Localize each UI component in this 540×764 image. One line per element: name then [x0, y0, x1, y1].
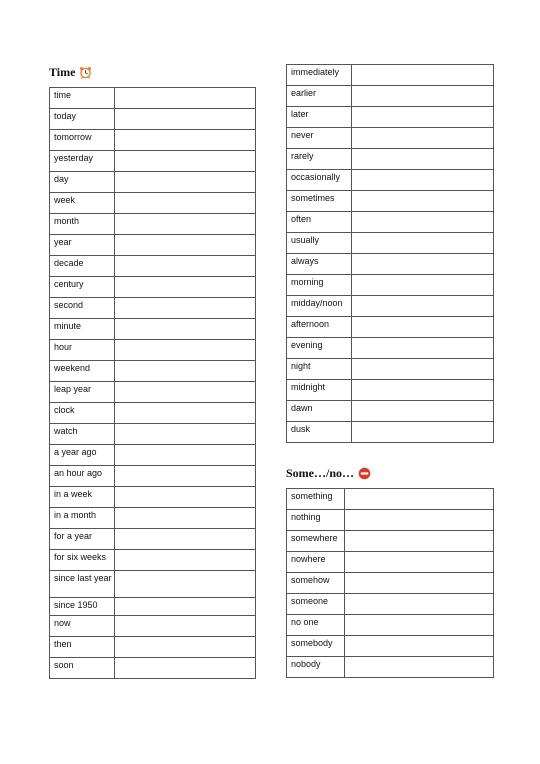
term-cell: for a year	[50, 529, 115, 550]
answer-cell[interactable]	[115, 466, 256, 487]
answer-cell[interactable]	[345, 594, 494, 615]
answer-cell[interactable]	[115, 340, 256, 361]
table-row	[287, 107, 494, 128]
term-cell: morning	[287, 275, 352, 296]
term-cell: year	[50, 235, 115, 256]
table-row	[50, 319, 256, 340]
term-cell: decade	[50, 256, 115, 277]
answer-cell[interactable]	[115, 382, 256, 403]
term-cell: hour	[50, 340, 115, 361]
table-row	[50, 277, 256, 298]
term-cell: then	[50, 637, 115, 658]
term-cell: always	[287, 254, 352, 275]
table-row	[50, 637, 256, 658]
answer-cell[interactable]	[352, 359, 494, 380]
term-cell: nobody	[287, 657, 345, 678]
term-cell: often	[287, 212, 352, 233]
table-row	[287, 552, 494, 573]
term-cell: weekend	[50, 361, 115, 382]
table-row	[287, 359, 494, 380]
term-cell: time	[50, 88, 115, 109]
answer-cell[interactable]	[345, 636, 494, 657]
answer-cell[interactable]	[345, 510, 494, 531]
table-row	[287, 86, 494, 107]
term-cell: nothing	[287, 510, 345, 531]
answer-cell[interactable]	[352, 65, 494, 86]
term-cell: a year ago	[50, 445, 115, 466]
answer-cell[interactable]	[115, 637, 256, 658]
frequency-vocab-table	[286, 64, 494, 443]
table-row	[50, 382, 256, 403]
answer-cell[interactable]	[115, 235, 256, 256]
answer-cell[interactable]	[352, 380, 494, 401]
answer-cell[interactable]	[115, 319, 256, 340]
answer-cell[interactable]	[115, 550, 256, 571]
term-cell: in a month	[50, 508, 115, 529]
answer-cell[interactable]	[115, 598, 256, 616]
table-row	[50, 550, 256, 571]
term-cell: afternoon	[287, 317, 352, 338]
table-row	[50, 487, 256, 508]
table-row	[50, 571, 256, 598]
some-no-heading	[286, 466, 371, 481]
table-row	[287, 128, 494, 149]
term-cell: occasionally	[287, 170, 352, 191]
answer-cell[interactable]	[352, 107, 494, 128]
answer-cell[interactable]	[345, 657, 494, 678]
table-row	[50, 445, 256, 466]
term-cell: someone	[287, 594, 345, 615]
table-row	[50, 193, 256, 214]
term-cell: an hour ago	[50, 466, 115, 487]
table-row	[287, 233, 494, 254]
term-cell: now	[50, 616, 115, 637]
answer-cell[interactable]	[352, 296, 494, 317]
table-row	[50, 214, 256, 235]
table-row	[50, 130, 256, 151]
table-row	[50, 616, 256, 637]
answer-cell[interactable]	[352, 422, 494, 443]
answer-cell[interactable]	[115, 109, 256, 130]
table-row	[287, 401, 494, 422]
alarm-clock-icon	[79, 66, 92, 79]
term-cell: earlier	[287, 86, 352, 107]
table-row	[50, 151, 256, 172]
term-cell: clock	[50, 403, 115, 424]
term-cell: yesterday	[50, 151, 115, 172]
answer-cell[interactable]	[345, 531, 494, 552]
answer-cell[interactable]	[352, 86, 494, 107]
table-row	[287, 531, 494, 552]
table-row	[287, 380, 494, 401]
answer-cell[interactable]	[352, 149, 494, 170]
table-row	[50, 424, 256, 445]
answer-cell[interactable]	[345, 489, 494, 510]
table-row	[287, 65, 494, 86]
term-cell: sometimes	[287, 191, 352, 212]
answer-cell[interactable]	[115, 298, 256, 319]
table-row	[50, 172, 256, 193]
answer-cell[interactable]	[352, 212, 494, 233]
term-cell: usually	[287, 233, 352, 254]
term-cell: minute	[50, 319, 115, 340]
term-cell: second	[50, 298, 115, 319]
answer-cell[interactable]	[352, 317, 494, 338]
answer-cell[interactable]	[352, 170, 494, 191]
term-cell: midday/noon	[287, 296, 352, 317]
term-cell: night	[287, 359, 352, 380]
table-row	[287, 422, 494, 443]
term-cell: dawn	[287, 401, 352, 422]
answer-cell[interactable]	[345, 573, 494, 594]
answer-cell[interactable]	[115, 445, 256, 466]
answer-cell[interactable]	[345, 615, 494, 636]
answer-cell[interactable]	[115, 487, 256, 508]
term-cell: today	[50, 109, 115, 130]
table-row	[50, 466, 256, 487]
answer-cell[interactable]	[352, 191, 494, 212]
answer-cell[interactable]	[115, 130, 256, 151]
answer-cell[interactable]	[115, 658, 256, 679]
time-vocab-table	[49, 87, 256, 679]
table-row	[50, 109, 256, 130]
table-row	[50, 88, 256, 109]
table-row	[50, 235, 256, 256]
table-row	[50, 298, 256, 319]
term-cell: dusk	[287, 422, 352, 443]
no-entry-icon	[358, 467, 371, 480]
term-cell: nowhere	[287, 552, 345, 573]
table-row	[287, 489, 494, 510]
term-cell: no one	[287, 615, 345, 636]
table-row	[50, 361, 256, 382]
answer-cell[interactable]	[352, 128, 494, 149]
answer-cell[interactable]	[115, 214, 256, 235]
table-row	[287, 254, 494, 275]
answer-cell[interactable]	[352, 254, 494, 275]
answer-cell[interactable]	[352, 275, 494, 296]
term-cell: day	[50, 172, 115, 193]
term-cell: century	[50, 277, 115, 298]
table-row	[287, 615, 494, 636]
answer-cell[interactable]	[352, 233, 494, 254]
term-cell: month	[50, 214, 115, 235]
term-cell: for six weeks	[50, 550, 115, 571]
term-cell: since 1950	[50, 598, 115, 616]
table-row	[287, 296, 494, 317]
term-cell: soon	[50, 658, 115, 679]
term-cell: evening	[287, 338, 352, 359]
answer-cell[interactable]	[115, 256, 256, 277]
term-cell: somewhere	[287, 531, 345, 552]
term-cell: in a week	[50, 487, 115, 508]
term-cell: midnight	[287, 380, 352, 401]
answer-cell[interactable]	[115, 508, 256, 529]
term-cell: leap year	[50, 382, 115, 403]
term-cell: something	[287, 489, 345, 510]
term-cell: somebody	[287, 636, 345, 657]
table-row	[287, 212, 494, 233]
term-cell: later	[287, 107, 352, 128]
table-row	[287, 594, 494, 615]
table-row	[287, 317, 494, 338]
answer-cell[interactable]	[115, 193, 256, 214]
term-cell: immediately	[287, 65, 352, 86]
term-cell: rarely	[287, 149, 352, 170]
answer-cell[interactable]	[352, 338, 494, 359]
table-row	[50, 256, 256, 277]
some-no-vocab-table	[286, 488, 494, 678]
answer-cell[interactable]	[115, 277, 256, 298]
time-heading	[49, 65, 92, 80]
table-row	[287, 275, 494, 296]
term-cell: tomorrow	[50, 130, 115, 151]
table-row	[287, 657, 494, 678]
term-cell: somehow	[287, 573, 345, 594]
term-cell: week	[50, 193, 115, 214]
table-row	[50, 529, 256, 550]
time-title: Time	[49, 65, 76, 79]
answer-cell[interactable]	[115, 403, 256, 424]
table-row	[287, 191, 494, 212]
some-no-title: Some…/no…	[286, 466, 355, 480]
answer-cell[interactable]	[115, 529, 256, 550]
answer-cell[interactable]	[352, 401, 494, 422]
table-row	[287, 338, 494, 359]
term-cell: watch	[50, 424, 115, 445]
answer-cell[interactable]	[115, 616, 256, 637]
table-row	[50, 403, 256, 424]
table-row	[287, 170, 494, 191]
term-cell: since last year	[50, 571, 115, 598]
term-cell: never	[287, 128, 352, 149]
answer-cell[interactable]	[115, 571, 256, 598]
table-row	[50, 340, 256, 361]
table-row	[287, 636, 494, 657]
table-row	[50, 598, 256, 616]
table-row	[50, 658, 256, 679]
answer-cell[interactable]	[115, 172, 256, 193]
answer-cell[interactable]	[115, 151, 256, 172]
answer-cell[interactable]	[115, 88, 256, 109]
table-row	[287, 149, 494, 170]
table-row	[50, 508, 256, 529]
answer-cell[interactable]	[115, 361, 256, 382]
table-row	[287, 573, 494, 594]
answer-cell[interactable]	[115, 424, 256, 445]
table-row	[287, 510, 494, 531]
answer-cell[interactable]	[345, 552, 494, 573]
